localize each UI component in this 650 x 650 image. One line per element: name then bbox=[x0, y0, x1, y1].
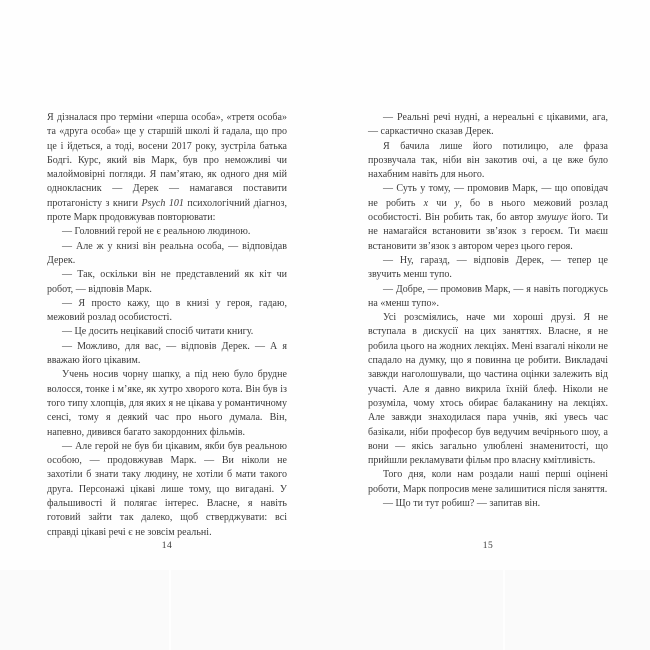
paragraph bbox=[368, 283, 608, 312]
text-run: Того дня, коли нам роздали наші перші оцінені роботи, Марк попросив мене залишитися після заняття. bbox=[368, 469, 608, 495]
right-page-number: 15 bbox=[482, 541, 494, 551]
paragraph bbox=[47, 111, 287, 225]
text-run: Я бачила лише його потилицю, але фраза прозвучала так, ніби він закотив очі, а це вже було нахабним навіть для нього. bbox=[368, 140, 608, 181]
paragraph bbox=[47, 225, 287, 239]
text-run: чи bbox=[428, 197, 455, 209]
paragraph bbox=[368, 182, 608, 253]
left-page[interactable] bbox=[47, 111, 287, 540]
text-run: — Але герой не був би цікавим, якби був реальною особою, — продовжував Марк. — Ви ніколи не захотіли б знати таку людину, не хотіли б мати такого друга. Персонажі цікаві лише тому, що вигадані. У фальшивості й полягає інтерес. Власне, я навіть готовий зайти так далеко, щоб стверджувати: всі справді цікаві речі є не зовсім реальні. bbox=[47, 440, 287, 538]
italic-text-run: x bbox=[423, 197, 429, 209]
page-stack-seam bbox=[503, 570, 505, 650]
italic-text-run: змушує bbox=[536, 212, 568, 224]
text-run: — Це досить нецікавий спосіб читати книгу. bbox=[62, 326, 254, 338]
paragraph bbox=[47, 440, 287, 540]
paragraph bbox=[47, 240, 287, 269]
italic-text-run: y bbox=[454, 197, 460, 209]
text-run: , бо в нього межовий розлад особистості. Він робить так, бо автор bbox=[368, 197, 608, 224]
text-run: — Але ж у книзі він реальна особа, — відповідав Дерек. bbox=[47, 240, 287, 266]
text-run: його. Ти не намагайся встановити зв’язок з героєм. Ти маєш встановити зв’язок з автором через цього героя. bbox=[368, 212, 608, 252]
paragraph bbox=[47, 268, 287, 297]
text-run: — Суть у тому, — промовив Марк, — що оповідач не робить bbox=[368, 183, 608, 209]
text-run: — Що ти тут робиш? — запитав він. bbox=[383, 498, 541, 510]
text-run: Учень носив чорну шапку, а під нею було брудне волосся, тонке і м’яке, як хутро хворого кота. Він був із того типу хлопців, для яких я не цікава у романтичному сенсі, тому я деякий час про нього думала. Він, напевно, дивився багато закордонних фільмів. bbox=[47, 369, 287, 438]
text-run: — Я просто кажу, що в книзі у героя, гадаю, межовий розлад особистості. bbox=[47, 297, 287, 324]
paragraph bbox=[47, 368, 287, 439]
left-page-number: 14 bbox=[161, 541, 173, 551]
paragraph bbox=[368, 311, 608, 468]
paragraph bbox=[47, 340, 287, 369]
text-run: — Ну, гаразд, — відповів Дерек, — тепер це звучить менш тупо. bbox=[368, 254, 608, 281]
next-spread-edge bbox=[0, 570, 650, 650]
paragraph bbox=[368, 111, 608, 140]
page-stack-seam bbox=[169, 570, 171, 650]
right-page[interactable] bbox=[368, 111, 608, 511]
paragraph bbox=[47, 297, 287, 326]
text-run: — Можливо, для вас, — відповів Дерек. — А я вважаю його цікавим. bbox=[47, 340, 287, 367]
text-run: — Добре, — промовив Марк, — я навіть погоджусь на «менш тупо». bbox=[368, 283, 608, 309]
paragraph bbox=[368, 254, 608, 283]
text-run: — Головний герой не є реальною людиною. bbox=[62, 226, 251, 238]
italic-text-run: Psych 101 bbox=[141, 197, 184, 209]
paragraph bbox=[368, 468, 608, 497]
text-run: — Реальні речі нудні, а нереальні є цікавими, ага, — саркастично сказав Дерек. bbox=[368, 112, 608, 138]
text-run: психологічний діагноз, проте Марк продовжував повторювати: bbox=[47, 197, 287, 224]
paragraph bbox=[368, 497, 608, 511]
text-run: Усі розсміялись, наче ми хороші друзі. Я не вступала в дискусії на цих заняттях. Власне, я не робила цього на жодних лекціях. Мені взагалі ніколи не спадало на думку, що я повинна це робити. Викладачі завжди наголошували, що частина оцінки залежить від участі. Але я давно викрила їхній блеф. Ніколи не розуміла, чому хтось обирає балаканину на лекціях. Але завжди знаходилася пара учнів, які увесь час базікали, ніби професор був ведучим вечірнього шоу, а вони — якісь загально улюблені знаменитості, що прийшли рекламувати фільм про власну кмітливість. bbox=[368, 312, 608, 467]
paragraph bbox=[47, 325, 287, 339]
paragraph bbox=[368, 140, 608, 183]
text-run: — Так, оскільки він не представлений як кіт чи робот, — відповів Марк. bbox=[47, 269, 287, 295]
text-run: Я дізналася про терміни «перша особа», «третя особа» та «друга особа» ще у старшій школі й гадала, що про це і йдеться, а тоді, восени 2017 року, зустріла батька Бодгі. Курс, який вів Марк, був про неможливі чи малоймовірні погляди. Я пам’ятаю, як одного дня мій однокласник — Дерек — намагався поставити протагоністу з книги bbox=[47, 112, 287, 209]
